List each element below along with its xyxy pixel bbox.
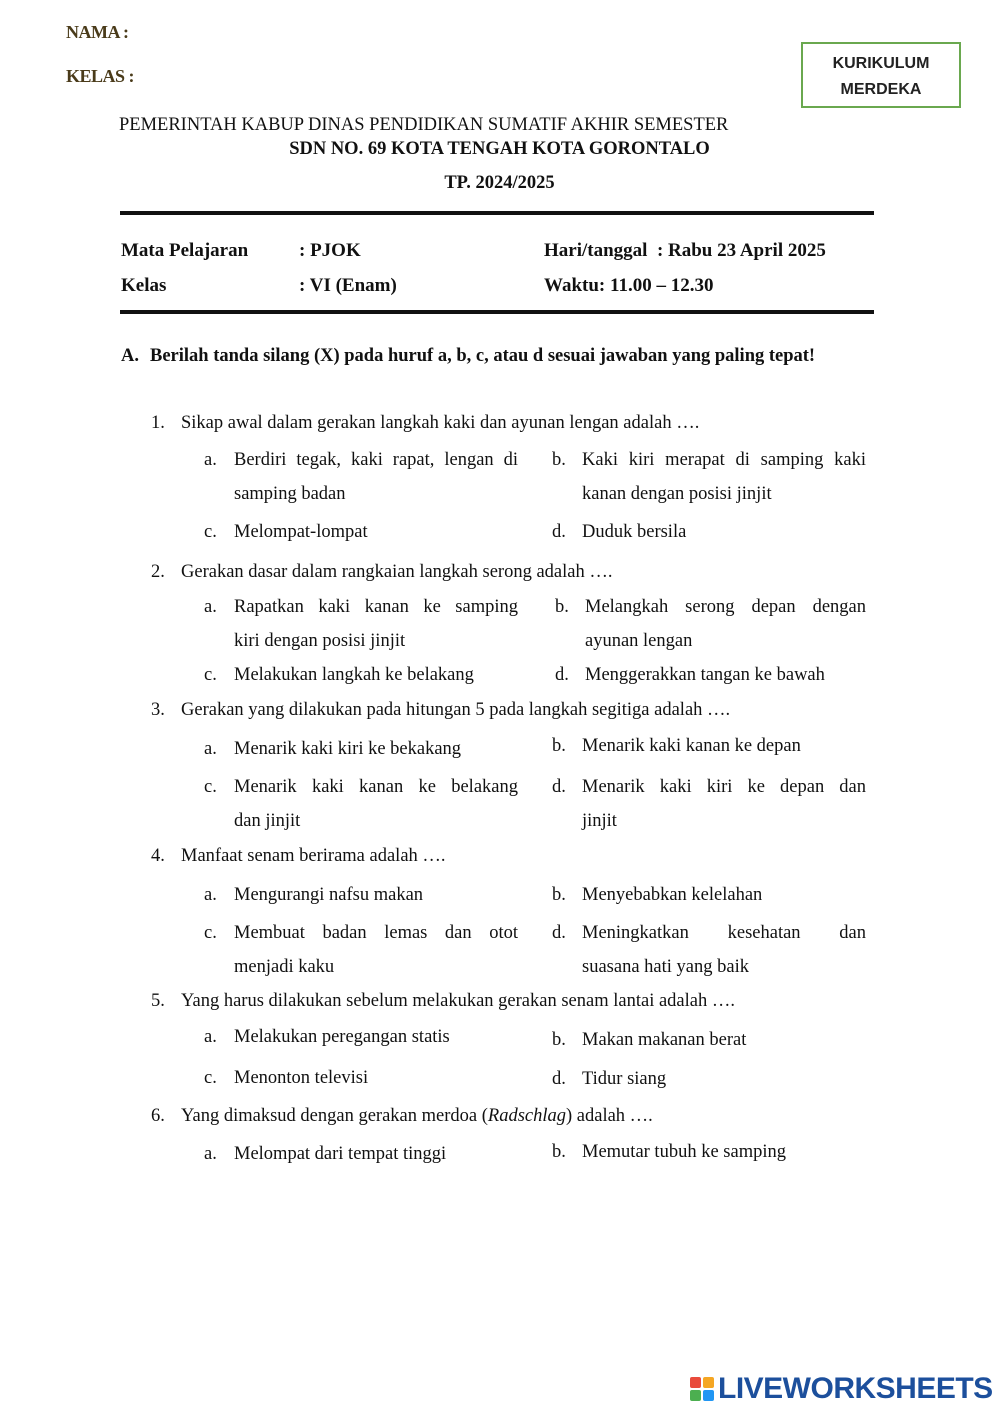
- option-2d[interactable]: [555, 658, 866, 692]
- option-6b[interactable]: [552, 1135, 866, 1169]
- logo-square-1: [690, 1377, 701, 1388]
- option-text-line2: kiri dengan posisi jinjit: [234, 631, 406, 651]
- option-3c[interactable]: [204, 770, 520, 838]
- question-text-italic: Radschlag: [487, 1106, 566, 1126]
- class-value: : VI (Enam): [299, 275, 397, 296]
- question-number: 3.: [151, 700, 165, 720]
- option-text: Meningkatkan kesehatan dan: [582, 923, 866, 943]
- bottom-rule: [120, 310, 874, 314]
- liveworksheets-text: LIVEWORKSHEETS: [718, 1372, 993, 1405]
- option-text: Melompat dari tempat tinggi: [234, 1144, 447, 1164]
- option-4c[interactable]: [204, 916, 520, 984]
- option-5a[interactable]: [204, 1020, 520, 1054]
- option-letter: a.: [204, 1027, 217, 1047]
- option-letter: c.: [204, 665, 217, 685]
- option-text: Rapatkan kaki kanan ke samping: [234, 597, 518, 617]
- option-letter: d.: [552, 923, 566, 943]
- option-text: Menarik kaki kanan ke depan: [582, 736, 801, 756]
- option-text: Melompat-lompat: [234, 522, 368, 542]
- date-text: Hari/tanggal : Rabu 23 April 2025: [544, 240, 826, 261]
- option-5c[interactable]: [204, 1061, 520, 1095]
- option-letter: a.: [204, 739, 217, 759]
- option-letter: c.: [204, 1068, 217, 1088]
- liveworksheets-logo[interactable]: [690, 1372, 993, 1406]
- option-text: Melakukan peregangan statis: [234, 1027, 450, 1047]
- option-text: Menggerakkan tangan ke bawah: [585, 665, 825, 685]
- option-letter: b.: [552, 736, 566, 756]
- question-number: 1.: [151, 413, 165, 433]
- option-text-line2: ayunan lengan: [585, 631, 693, 651]
- subject-label: Mata Pelajaran: [121, 240, 249, 261]
- option-text: Tidur siang: [582, 1069, 667, 1089]
- logo-square-2: [703, 1377, 714, 1388]
- option-text: Berdiri tegak, kaki rapat, lengan di: [234, 450, 518, 470]
- option-2c[interactable]: [204, 658, 520, 692]
- option-text: Membuat badan lemas dan otot: [234, 923, 518, 943]
- option-text: Mengurangi nafsu makan: [234, 885, 424, 905]
- option-letter: b.: [555, 597, 569, 617]
- option-4a[interactable]: [204, 878, 520, 912]
- liveworksheets-icon: [690, 1377, 714, 1401]
- option-5b[interactable]: [552, 1023, 866, 1057]
- option-2b[interactable]: [555, 590, 866, 658]
- option-3a[interactable]: [204, 732, 520, 766]
- option-text-line2: menjadi kaku: [234, 957, 335, 977]
- option-letter: b.: [552, 1030, 566, 1050]
- option-1a[interactable]: [204, 443, 520, 511]
- badge-line-1: KURIKULUM: [832, 55, 930, 72]
- question-text: [181, 1106, 653, 1127]
- option-letter: b.: [552, 1142, 566, 1162]
- option-1b[interactable]: [552, 443, 866, 511]
- question-text: Manfaat senam berirama adalah ….: [181, 846, 446, 866]
- subject-value: : PJOK: [299, 240, 361, 261]
- option-letter: c.: [204, 522, 217, 542]
- section-instruction: Berilah tanda silang (X) pada huruf a, b, c, atau d sesuai jawaban yang paling tepat!: [150, 346, 816, 366]
- question-number: 4.: [151, 846, 165, 866]
- option-letter: c.: [204, 923, 217, 943]
- class-label: Kelas: [121, 275, 167, 296]
- option-3d[interactable]: [552, 770, 866, 838]
- option-text-line2: kanan dengan posisi jinjit: [582, 484, 772, 504]
- section-letter: A.: [121, 346, 139, 366]
- option-text: Melangkah serong depan dengan: [585, 597, 866, 617]
- option-text: Kaki kiri merapat di samping kaki: [582, 450, 866, 470]
- time-text: Waktu: 11.00 – 12.30: [544, 275, 714, 296]
- question-number: 6.: [151, 1106, 165, 1126]
- option-2a[interactable]: [204, 590, 520, 658]
- question-number: 2.: [151, 562, 165, 582]
- option-1c[interactable]: [204, 515, 520, 549]
- logo-square-4: [703, 1390, 714, 1401]
- question-number: 5.: [151, 991, 165, 1011]
- kelas-label: KELAS :: [66, 66, 135, 86]
- header-line-1: PEMERINTAH KABUP DINAS PENDIDIKAN SUMATIF AKHIR SEMESTER: [119, 115, 729, 135]
- badge-line-2: MERDEKA: [840, 81, 922, 98]
- option-letter: c.: [204, 777, 217, 797]
- question-text: Yang harus dilakukan sebelum melakukan gerakan senam lantai adalah ….: [181, 991, 735, 1011]
- question-text: Sikap awal dalam gerakan langkah kaki dan ayunan lengan adalah ….: [181, 413, 700, 433]
- option-text: Menarik kaki kanan ke belakang: [234, 777, 518, 797]
- option-4d[interactable]: [552, 916, 866, 984]
- option-letter: a.: [204, 450, 217, 470]
- header-line-2: SDN NO. 69 KOTA TENGAH KOTA GORONTALO: [289, 139, 710, 159]
- nama-label: NAMA :: [66, 22, 129, 42]
- logo-square-3: [690, 1390, 701, 1401]
- option-text-line2: jinjit: [582, 811, 617, 831]
- option-text: Memutar tubuh ke samping: [582, 1142, 786, 1162]
- option-letter: b.: [552, 450, 566, 470]
- option-letter: a.: [204, 597, 217, 617]
- option-letter: a.: [204, 1144, 217, 1164]
- option-text-line2: suasana hati yang baik: [582, 957, 749, 977]
- question-text-before: Yang dimaksud dengan gerakan merdoa (: [181, 1106, 488, 1126]
- option-5d[interactable]: [552, 1062, 866, 1096]
- option-text: Menyebabkan kelelahan: [582, 885, 763, 905]
- option-text: Makan makanan berat: [582, 1030, 747, 1050]
- option-4b[interactable]: [552, 878, 866, 912]
- option-letter: b.: [552, 885, 566, 905]
- option-6a[interactable]: [204, 1137, 520, 1171]
- option-letter: d.: [555, 665, 569, 685]
- question-text: Gerakan dasar dalam rangkaian langkah serong adalah ….: [181, 562, 613, 582]
- option-text: Melakukan langkah ke belakang: [234, 665, 474, 685]
- option-text: Duduk bersila: [582, 522, 687, 542]
- option-letter: d.: [552, 522, 566, 542]
- option-text: Menarik kaki kiri ke depan dan: [582, 777, 866, 797]
- header-line-3: TP. 2024/2025: [444, 173, 555, 193]
- option-text: Menarik kaki kiri ke bekakang: [234, 739, 462, 759]
- option-text-line2: dan jinjit: [234, 811, 301, 831]
- option-letter: d.: [552, 1069, 566, 1089]
- curriculum-badge: [801, 42, 961, 108]
- option-3b[interactable]: [552, 729, 866, 763]
- option-text: Menonton televisi: [234, 1068, 369, 1088]
- option-letter: d.: [552, 777, 566, 797]
- option-letter: a.: [204, 885, 217, 905]
- question-text-after: ) adalah ….: [566, 1106, 653, 1126]
- option-text-line2: samping badan: [234, 484, 346, 504]
- option-1d[interactable]: [552, 515, 866, 549]
- top-rule: [120, 211, 874, 215]
- question-text: Gerakan yang dilakukan pada hitungan 5 pada langkah segitiga adalah ….: [181, 700, 731, 720]
